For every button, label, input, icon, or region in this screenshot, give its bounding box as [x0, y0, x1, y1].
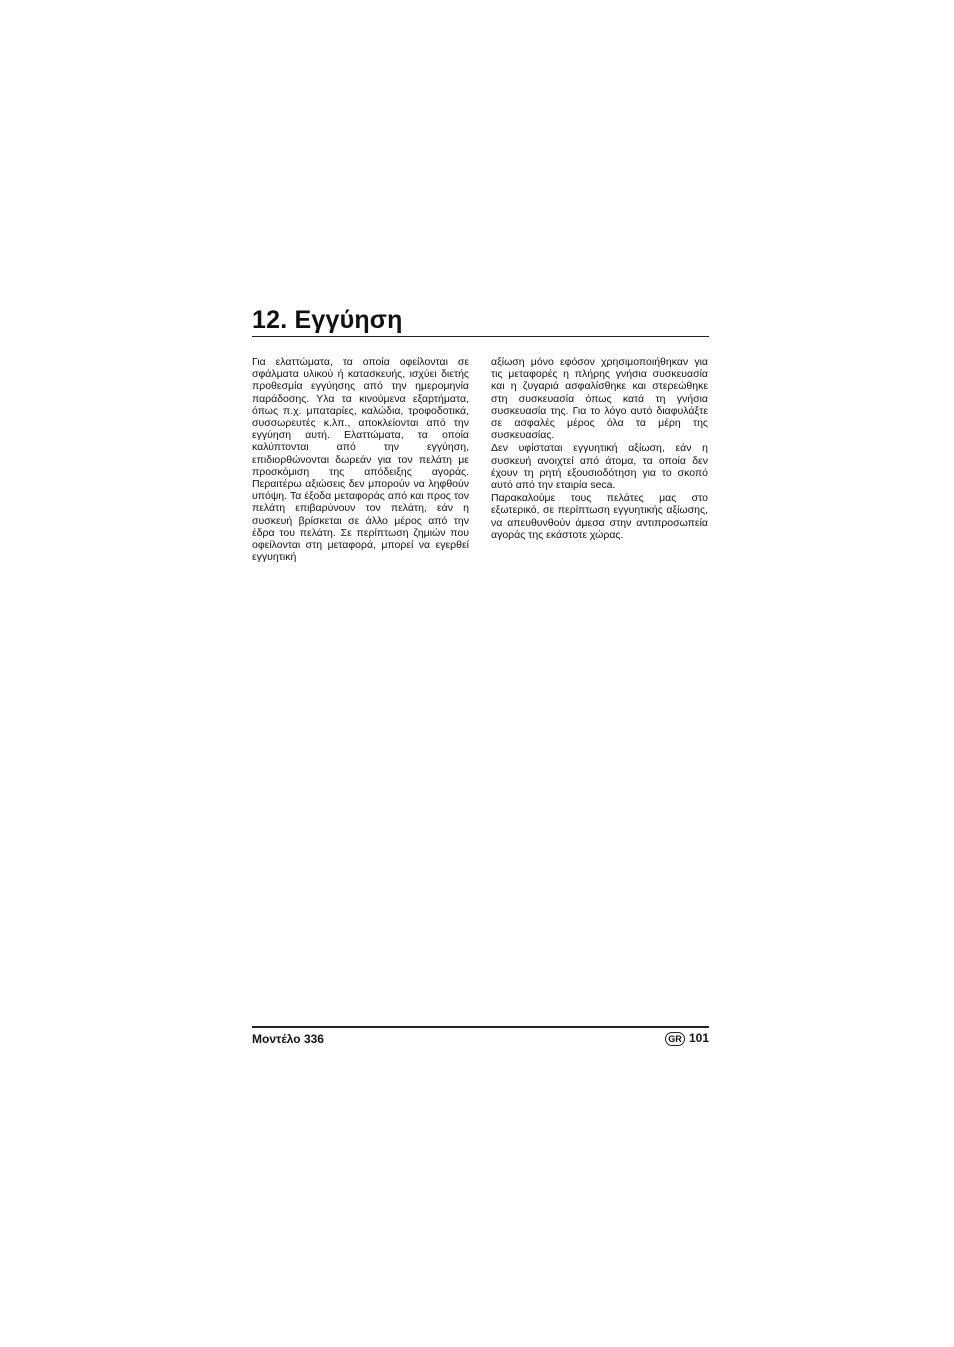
footer-page-info	[665, 1031, 709, 1046]
paragraph-unauthorized-opening: Δεν υφίσταται εγγυητική αξίωση, εάν η συσκευή ανοιχτεί από άτομα, τα οποία δεν έχουν τη ρητή εξουσιοδότηση για το σκοπό αυτό από την εταιρία seca.	[491, 442, 708, 492]
paragraph-warranty-terms: Για ελαττώματα, τα οποία οφείλονται σε σφάλματα υλικού ή κατασκευής, ισχύει διετής προθεσμία εγγύησης από την ημερομηνία παράδοσης. Υλα τα κινούμενα εξαρτήματα, όπως π.χ. μπαταρίες, καλώδια, τροφοδοτικά, συσσωρευτές κ.λπ., αποκλείονται από την εγγύηση αυτή. Ελαττώματα, τα οποία καλύπτονται από την εγγύηση, επιδιορθώνονται δωρεάν για τον πελάτη με προσκόμιση της απόδειξης αγοράς. Περαιτέρω αξιώσεις δεν μπορούν να ληφθούν υπόψη. Τα έξοδα μεταφοράς από και προς τον πελάτη επιβαρύνουν τον πελάτη, εάν η συσκευή βρίσκεται σε άλλο μέρος από την έδρα του πελάτη. Σε περίπτωση ζημιών που οφείλονται στη μεταφορά, μπορεί να εγερθεί εγγυητική	[252, 356, 469, 564]
left-text-column	[252, 356, 469, 563]
section-title: 12. Εγγύηση	[252, 306, 403, 334]
paragraph-foreign-customers: Παρακαλούμε τους πελάτες μας στο εξωτερικό, σε περίπτωση εγγυητικής αξίωσης, να απευθυνθούν άμεσα στην αντιπροσωπεία αγοράς της εκάστοτε χώρας.	[491, 492, 708, 541]
paragraph-transport-claims: αξίωση μόνο εφόσον χρησιμοποιήθηκαν για τις μεταφορές η πλήρης γνήσια συσκευασία και η ζυγαριά ασφαλίσθηκε και στερεώθηκε στη συσκευασία όπως κατά τη γνήσια συσκευασία της. Για το λόγο αυτό διαφυλάξτε σε ασφαλές μέρος όλα τα μέρη της συσκευασίας.	[491, 356, 708, 442]
footer-divider	[252, 1026, 709, 1028]
title-divider	[252, 336, 709, 337]
country-code-badge: GR	[665, 1032, 685, 1046]
footer-model-label: Μοντέλο 336	[252, 1032, 324, 1046]
page-number: 101	[688, 1031, 709, 1045]
right-text-column	[491, 356, 708, 541]
